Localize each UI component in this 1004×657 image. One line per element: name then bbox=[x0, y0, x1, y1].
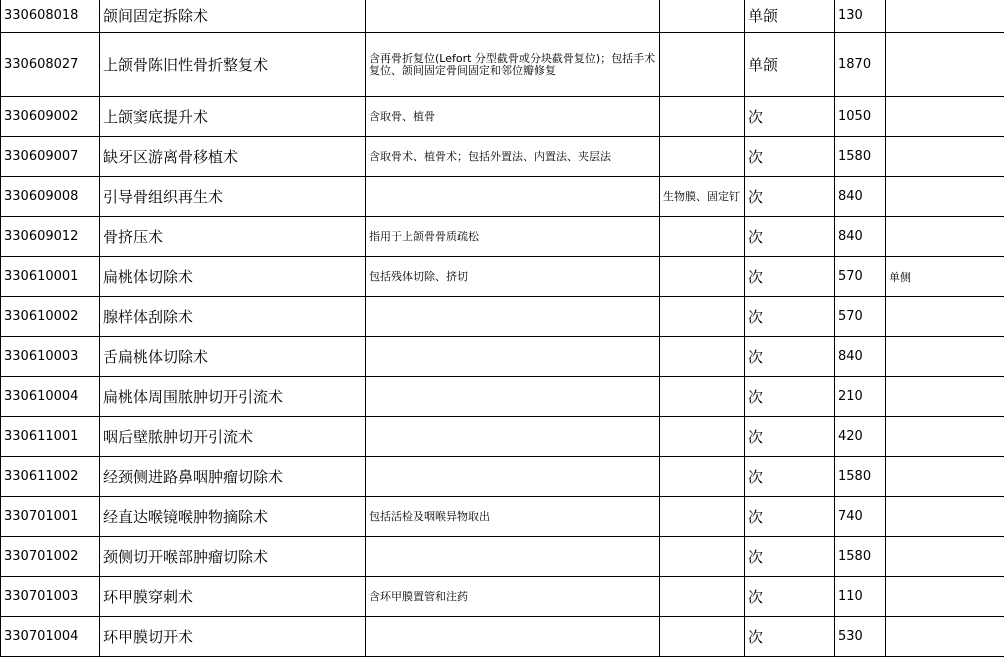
cell-except[interactable] bbox=[660, 297, 745, 337]
cell-code[interactable]: 330610004 bbox=[1, 377, 100, 417]
fee-table-body bbox=[1, 0, 1004, 657]
table-row bbox=[1, 217, 1004, 257]
cell-unit[interactable]: 次 bbox=[745, 497, 835, 537]
cell-code[interactable]: 330610002 bbox=[1, 297, 100, 337]
cell-price[interactable]: 1870 bbox=[835, 33, 886, 97]
cell-code[interactable]: 330611002 bbox=[1, 457, 100, 497]
cell-note[interactable]: 指用于上颌骨骨质疏松 bbox=[366, 217, 660, 257]
cell-price[interactable]: 1580 bbox=[835, 137, 886, 177]
cell-name[interactable]: 经直达喉镜喉肿物摘除术 bbox=[100, 497, 366, 537]
table-row bbox=[1, 457, 1004, 497]
cell-remark[interactable] bbox=[886, 537, 1004, 577]
cell-remark[interactable] bbox=[886, 417, 1004, 457]
cell-price[interactable]: 530 bbox=[835, 617, 886, 657]
cell-note[interactable]: 含环甲膜置管和注药 bbox=[366, 577, 660, 617]
cell-note[interactable]: 含再骨折复位(Lefort 分型截骨或分块截骨复位)；包括手术复位、颌间固定骨间固定和邻位瓣修复 bbox=[366, 33, 660, 97]
cell-price[interactable]: 740 bbox=[835, 497, 886, 537]
cell-remark[interactable] bbox=[886, 577, 1004, 617]
cell-remark[interactable] bbox=[886, 377, 1004, 417]
table-row bbox=[1, 497, 1004, 537]
cell-remark[interactable] bbox=[886, 0, 1004, 33]
cell-note[interactable] bbox=[366, 177, 660, 217]
cell-unit[interactable]: 次 bbox=[745, 577, 835, 617]
cell-price[interactable]: 1050 bbox=[835, 97, 886, 137]
table-row bbox=[1, 417, 1004, 457]
cell-remark[interactable] bbox=[886, 217, 1004, 257]
cell-name[interactable]: 经颈侧进路鼻咽肿瘤切除术 bbox=[100, 457, 366, 497]
cell-price[interactable]: 840 bbox=[835, 177, 886, 217]
table-row bbox=[1, 297, 1004, 337]
cell-unit[interactable]: 次 bbox=[745, 617, 835, 657]
cell-note[interactable] bbox=[366, 417, 660, 457]
cell-note[interactable] bbox=[366, 377, 660, 417]
cell-note[interactable] bbox=[366, 457, 660, 497]
cell-except[interactable] bbox=[660, 497, 745, 537]
cell-unit[interactable]: 次 bbox=[745, 377, 835, 417]
cell-note[interactable]: 包括残体切除、挤切 bbox=[366, 257, 660, 297]
cell-note[interactable] bbox=[366, 297, 660, 337]
cell-note[interactable]: 含取骨术、植骨术；包括外置法、内置法、夹层法 bbox=[366, 137, 660, 177]
cell-except[interactable] bbox=[660, 97, 745, 137]
cell-name[interactable]: 上颌窦底提升术 bbox=[100, 97, 366, 137]
cell-code[interactable]: 330608018 bbox=[1, 0, 100, 33]
cell-code[interactable]: 330609002 bbox=[1, 97, 100, 137]
table-row bbox=[1, 137, 1004, 177]
cell-except[interactable] bbox=[660, 337, 745, 377]
cell-unit[interactable]: 次 bbox=[745, 297, 835, 337]
cell-note[interactable] bbox=[366, 0, 660, 33]
cell-unit[interactable]: 次 bbox=[745, 217, 835, 257]
cell-unit[interactable]: 次 bbox=[745, 137, 835, 177]
cell-code[interactable]: 330701002 bbox=[1, 537, 100, 577]
cell-unit[interactable]: 单颌 bbox=[745, 0, 835, 33]
cell-remark[interactable] bbox=[886, 337, 1004, 377]
cell-except[interactable] bbox=[660, 417, 745, 457]
cell-name[interactable]: 舌扁桃体切除术 bbox=[100, 337, 366, 377]
cell-name[interactable]: 缺牙区游离骨移植术 bbox=[100, 137, 366, 177]
cell-name[interactable]: 咽后壁脓肿切开引流术 bbox=[100, 417, 366, 457]
table-row bbox=[1, 337, 1004, 377]
table-row bbox=[1, 577, 1004, 617]
cell-unit[interactable]: 次 bbox=[745, 177, 835, 217]
cell-code[interactable]: 330701001 bbox=[1, 497, 100, 537]
cell-name[interactable]: 颌间固定拆除术 bbox=[100, 0, 366, 33]
cell-unit[interactable]: 次 bbox=[745, 417, 835, 457]
cell-unit[interactable]: 次 bbox=[745, 337, 835, 377]
cell-except[interactable] bbox=[660, 0, 745, 33]
cell-except[interactable] bbox=[660, 137, 745, 177]
cell-name[interactable]: 骨挤压术 bbox=[100, 217, 366, 257]
table-row bbox=[1, 177, 1004, 217]
cell-unit[interactable]: 次 bbox=[745, 537, 835, 577]
cell-price[interactable]: 570 bbox=[835, 297, 886, 337]
cell-name[interactable]: 扁桃体切除术 bbox=[100, 257, 366, 297]
table-row bbox=[1, 33, 1004, 97]
cell-price[interactable]: 570 bbox=[835, 257, 886, 297]
cell-except[interactable] bbox=[660, 457, 745, 497]
table-row bbox=[1, 257, 1004, 297]
cell-note[interactable]: 包括活检及咽喉异物取出 bbox=[366, 497, 660, 537]
cell-remark[interactable] bbox=[886, 297, 1004, 337]
cell-except[interactable] bbox=[660, 577, 745, 617]
cell-code[interactable]: 330609008 bbox=[1, 177, 100, 217]
cell-except[interactable] bbox=[660, 33, 745, 97]
cell-note[interactable] bbox=[366, 537, 660, 577]
cell-code[interactable]: 330609007 bbox=[1, 137, 100, 177]
cell-except[interactable] bbox=[660, 537, 745, 577]
cell-unit[interactable]: 次 bbox=[745, 457, 835, 497]
cell-price[interactable]: 1580 bbox=[835, 457, 886, 497]
cell-name[interactable]: 扁桃体周围脓肿切开引流术 bbox=[100, 377, 366, 417]
cell-price[interactable]: 210 bbox=[835, 377, 886, 417]
cell-remark[interactable] bbox=[886, 33, 1004, 97]
cell-remark[interactable] bbox=[886, 177, 1004, 217]
table-row bbox=[1, 0, 1004, 33]
cell-code[interactable]: 330701004 bbox=[1, 617, 100, 657]
cell-name[interactable]: 上颌骨陈旧性骨折整复术 bbox=[100, 33, 366, 97]
cell-remark[interactable] bbox=[886, 97, 1004, 137]
cell-code[interactable]: 330611001 bbox=[1, 417, 100, 457]
cell-code[interactable]: 330610003 bbox=[1, 337, 100, 377]
cell-price[interactable]: 130 bbox=[835, 0, 886, 33]
table-row bbox=[1, 617, 1004, 657]
cell-code[interactable]: 330701003 bbox=[1, 577, 100, 617]
cell-name[interactable]: 引导骨组织再生术 bbox=[100, 177, 366, 217]
cell-except[interactable] bbox=[660, 377, 745, 417]
cell-name[interactable]: 颈侧切开喉部肿瘤切除术 bbox=[100, 537, 366, 577]
cell-price[interactable]: 840 bbox=[835, 217, 886, 257]
cell-name[interactable]: 环甲膜穿刺术 bbox=[100, 577, 366, 617]
cell-code[interactable]: 330608027 bbox=[1, 33, 100, 97]
cell-code[interactable]: 330610001 bbox=[1, 257, 100, 297]
cell-price[interactable]: 1580 bbox=[835, 537, 886, 577]
cell-except[interactable] bbox=[660, 617, 745, 657]
cell-code[interactable]: 330609012 bbox=[1, 217, 100, 257]
cell-price[interactable]: 840 bbox=[835, 337, 886, 377]
cell-remark[interactable]: 单侧 bbox=[886, 257, 1004, 297]
cell-except[interactable] bbox=[660, 217, 745, 257]
cell-remark[interactable] bbox=[886, 497, 1004, 537]
cell-note[interactable]: 含取骨、植骨 bbox=[366, 97, 660, 137]
cell-unit[interactable]: 单颌 bbox=[745, 33, 835, 97]
cell-price[interactable]: 420 bbox=[835, 417, 886, 457]
table-row bbox=[1, 97, 1004, 137]
cell-except[interactable] bbox=[660, 257, 745, 297]
cell-remark[interactable] bbox=[886, 137, 1004, 177]
cell-price[interactable]: 110 bbox=[835, 577, 886, 617]
cell-name[interactable]: 腺样体刮除术 bbox=[100, 297, 366, 337]
cell-except[interactable]: 生物膜、固定钉 bbox=[660, 177, 745, 217]
cell-note[interactable] bbox=[366, 617, 660, 657]
cell-remark[interactable] bbox=[886, 457, 1004, 497]
cell-unit[interactable]: 次 bbox=[745, 97, 835, 137]
cell-remark[interactable] bbox=[886, 617, 1004, 657]
table-row bbox=[1, 537, 1004, 577]
cell-unit[interactable]: 次 bbox=[745, 257, 835, 297]
cell-name[interactable]: 环甲膜切开术 bbox=[100, 617, 366, 657]
table-row bbox=[1, 377, 1004, 417]
cell-note[interactable] bbox=[366, 337, 660, 377]
